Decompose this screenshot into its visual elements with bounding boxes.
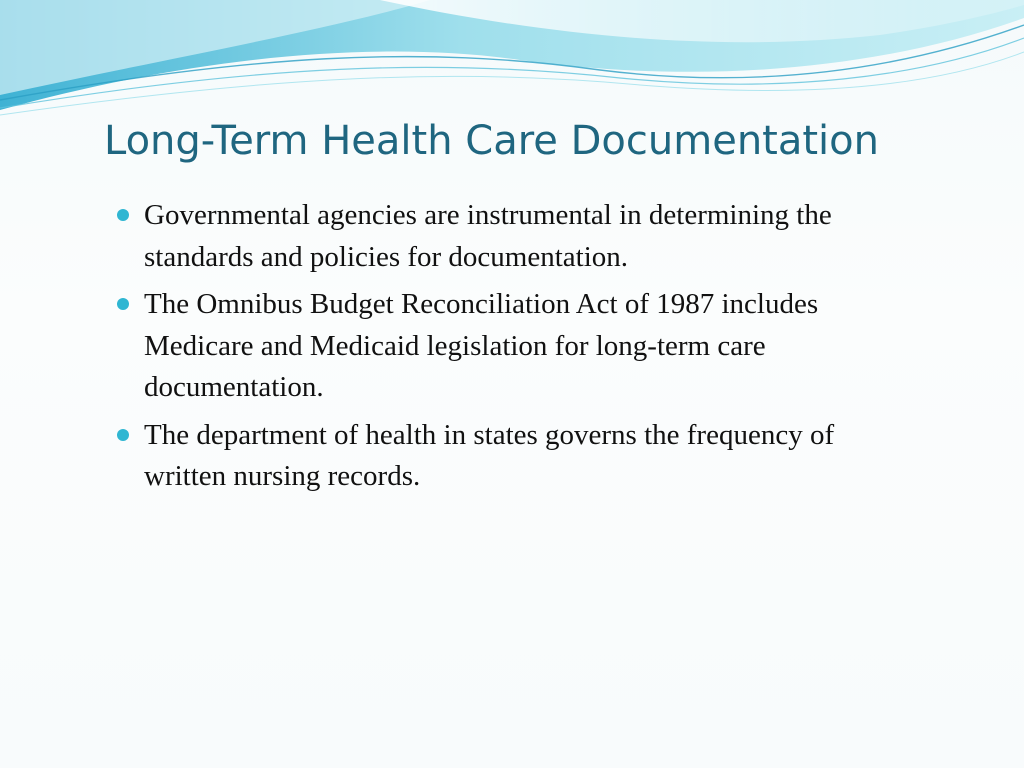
bullet-item (114, 195, 854, 278)
bullet-dot-icon (117, 429, 129, 441)
wave-decoration (0, 0, 1024, 130)
bullet-text: The department of health in states governs the frequency of written nursing records. (144, 418, 835, 492)
bullet-item (114, 415, 854, 498)
bullet-item (114, 284, 854, 409)
bullet-text: The Omnibus Budget Reconciliation Act of 1987 includes Medicare and Medicaid legislation for long-term care documentation. (144, 288, 819, 403)
slide-title: Long-Term Health Care Documentation (104, 118, 879, 164)
bullet-dot-icon (117, 209, 129, 221)
bullet-list (114, 195, 854, 504)
bullet-text: Governmental agencies are instrumental in determining the standards and policies for documentation. (144, 199, 832, 273)
bullet-dot-icon (117, 298, 129, 310)
